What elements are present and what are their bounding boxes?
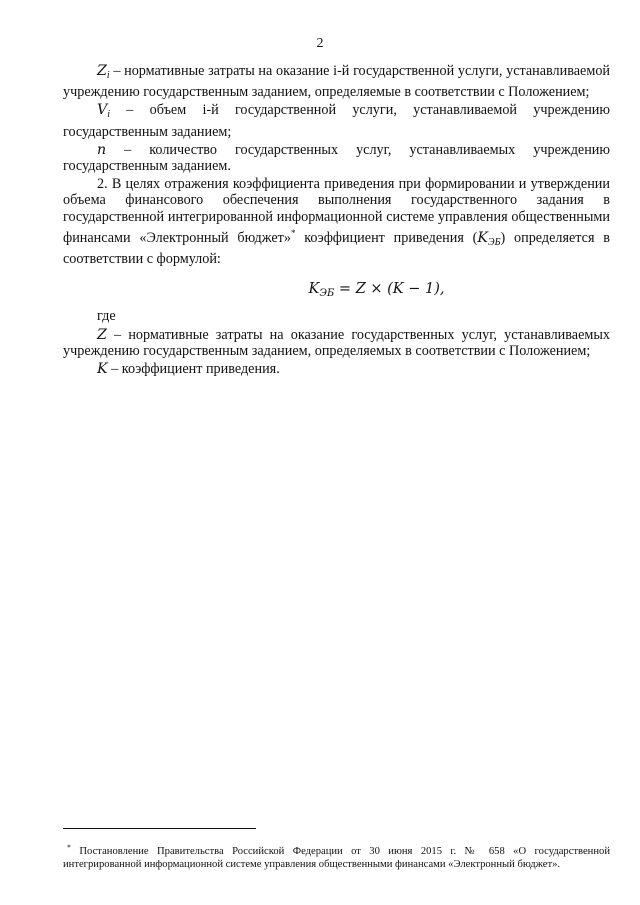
symbol-z: Z bbox=[97, 63, 107, 79]
definition-text: – количество государственных услуг, устанавливаемых учреждению государственным заданием. bbox=[63, 141, 610, 175]
formula-lhs: K bbox=[308, 281, 320, 298]
definition-text: – нормативные затраты на оказание i-й государственной услуги, устанавливаемой учреждению государственным заданием, определяемые в соответствии с Положением; bbox=[63, 63, 610, 101]
subscript-i: i bbox=[107, 109, 111, 121]
clause-text: 2. В целях отражения коэффициента приведения при формировании и утверждении объема финансового обеспечения выполнения государственного задания в государственной интегрированной информационной системе управления общественными финансами «Электронный бюджет» bbox=[63, 176, 610, 246]
definition-text: – объем i-й государственной услуги, устанавливаемой учреждению государственным заданием; bbox=[63, 102, 610, 140]
footnote-mark: * bbox=[67, 843, 71, 852]
page-number: 2 bbox=[316, 36, 324, 51]
subscript-i: i bbox=[106, 70, 110, 81]
symbol-n: n bbox=[97, 141, 107, 158]
symbol-v: V bbox=[97, 102, 108, 119]
formula-lhs-subscript: ЭБ bbox=[319, 288, 335, 300]
formula bbox=[143, 281, 610, 302]
formula-rhs: = Z × (K − 1), bbox=[334, 281, 445, 298]
definition-vi bbox=[63, 102, 610, 139]
definition-text: – нормативные затраты на оказание государственных услуг, устанавливаемых учреждению государственным заданием, определяемых в соответствии с Положением; bbox=[63, 326, 610, 359]
definition-k bbox=[63, 361, 610, 377]
clause-text: ) определяется в соответствии с формулой: bbox=[63, 229, 611, 268]
footnote bbox=[63, 841, 610, 871]
footnote-reference[interactable]: * bbox=[290, 227, 296, 238]
where-label: где bbox=[97, 308, 116, 325]
symbol-k: K bbox=[97, 361, 108, 378]
footnote-text: Постановление Правительства Российской Федерации от 30 июня 2015 г. № 658 «О государственной интегрированной информационной системе управления общественными финансами «Электронный бюджет». bbox=[63, 846, 610, 870]
subscript-eb: ЭБ bbox=[488, 236, 501, 248]
definition-n bbox=[63, 142, 610, 174]
symbol-z: Z bbox=[97, 326, 107, 343]
definition-text: – коэффициент приведения. bbox=[107, 361, 280, 378]
clause-2 bbox=[63, 176, 610, 267]
footnote-separator bbox=[63, 828, 256, 829]
document-body bbox=[63, 63, 610, 379]
definition-z bbox=[63, 327, 610, 359]
clause-text: коэффициент приведения ( bbox=[295, 229, 478, 246]
definition-zi bbox=[63, 63, 610, 100]
symbol-k: K bbox=[477, 229, 489, 246]
